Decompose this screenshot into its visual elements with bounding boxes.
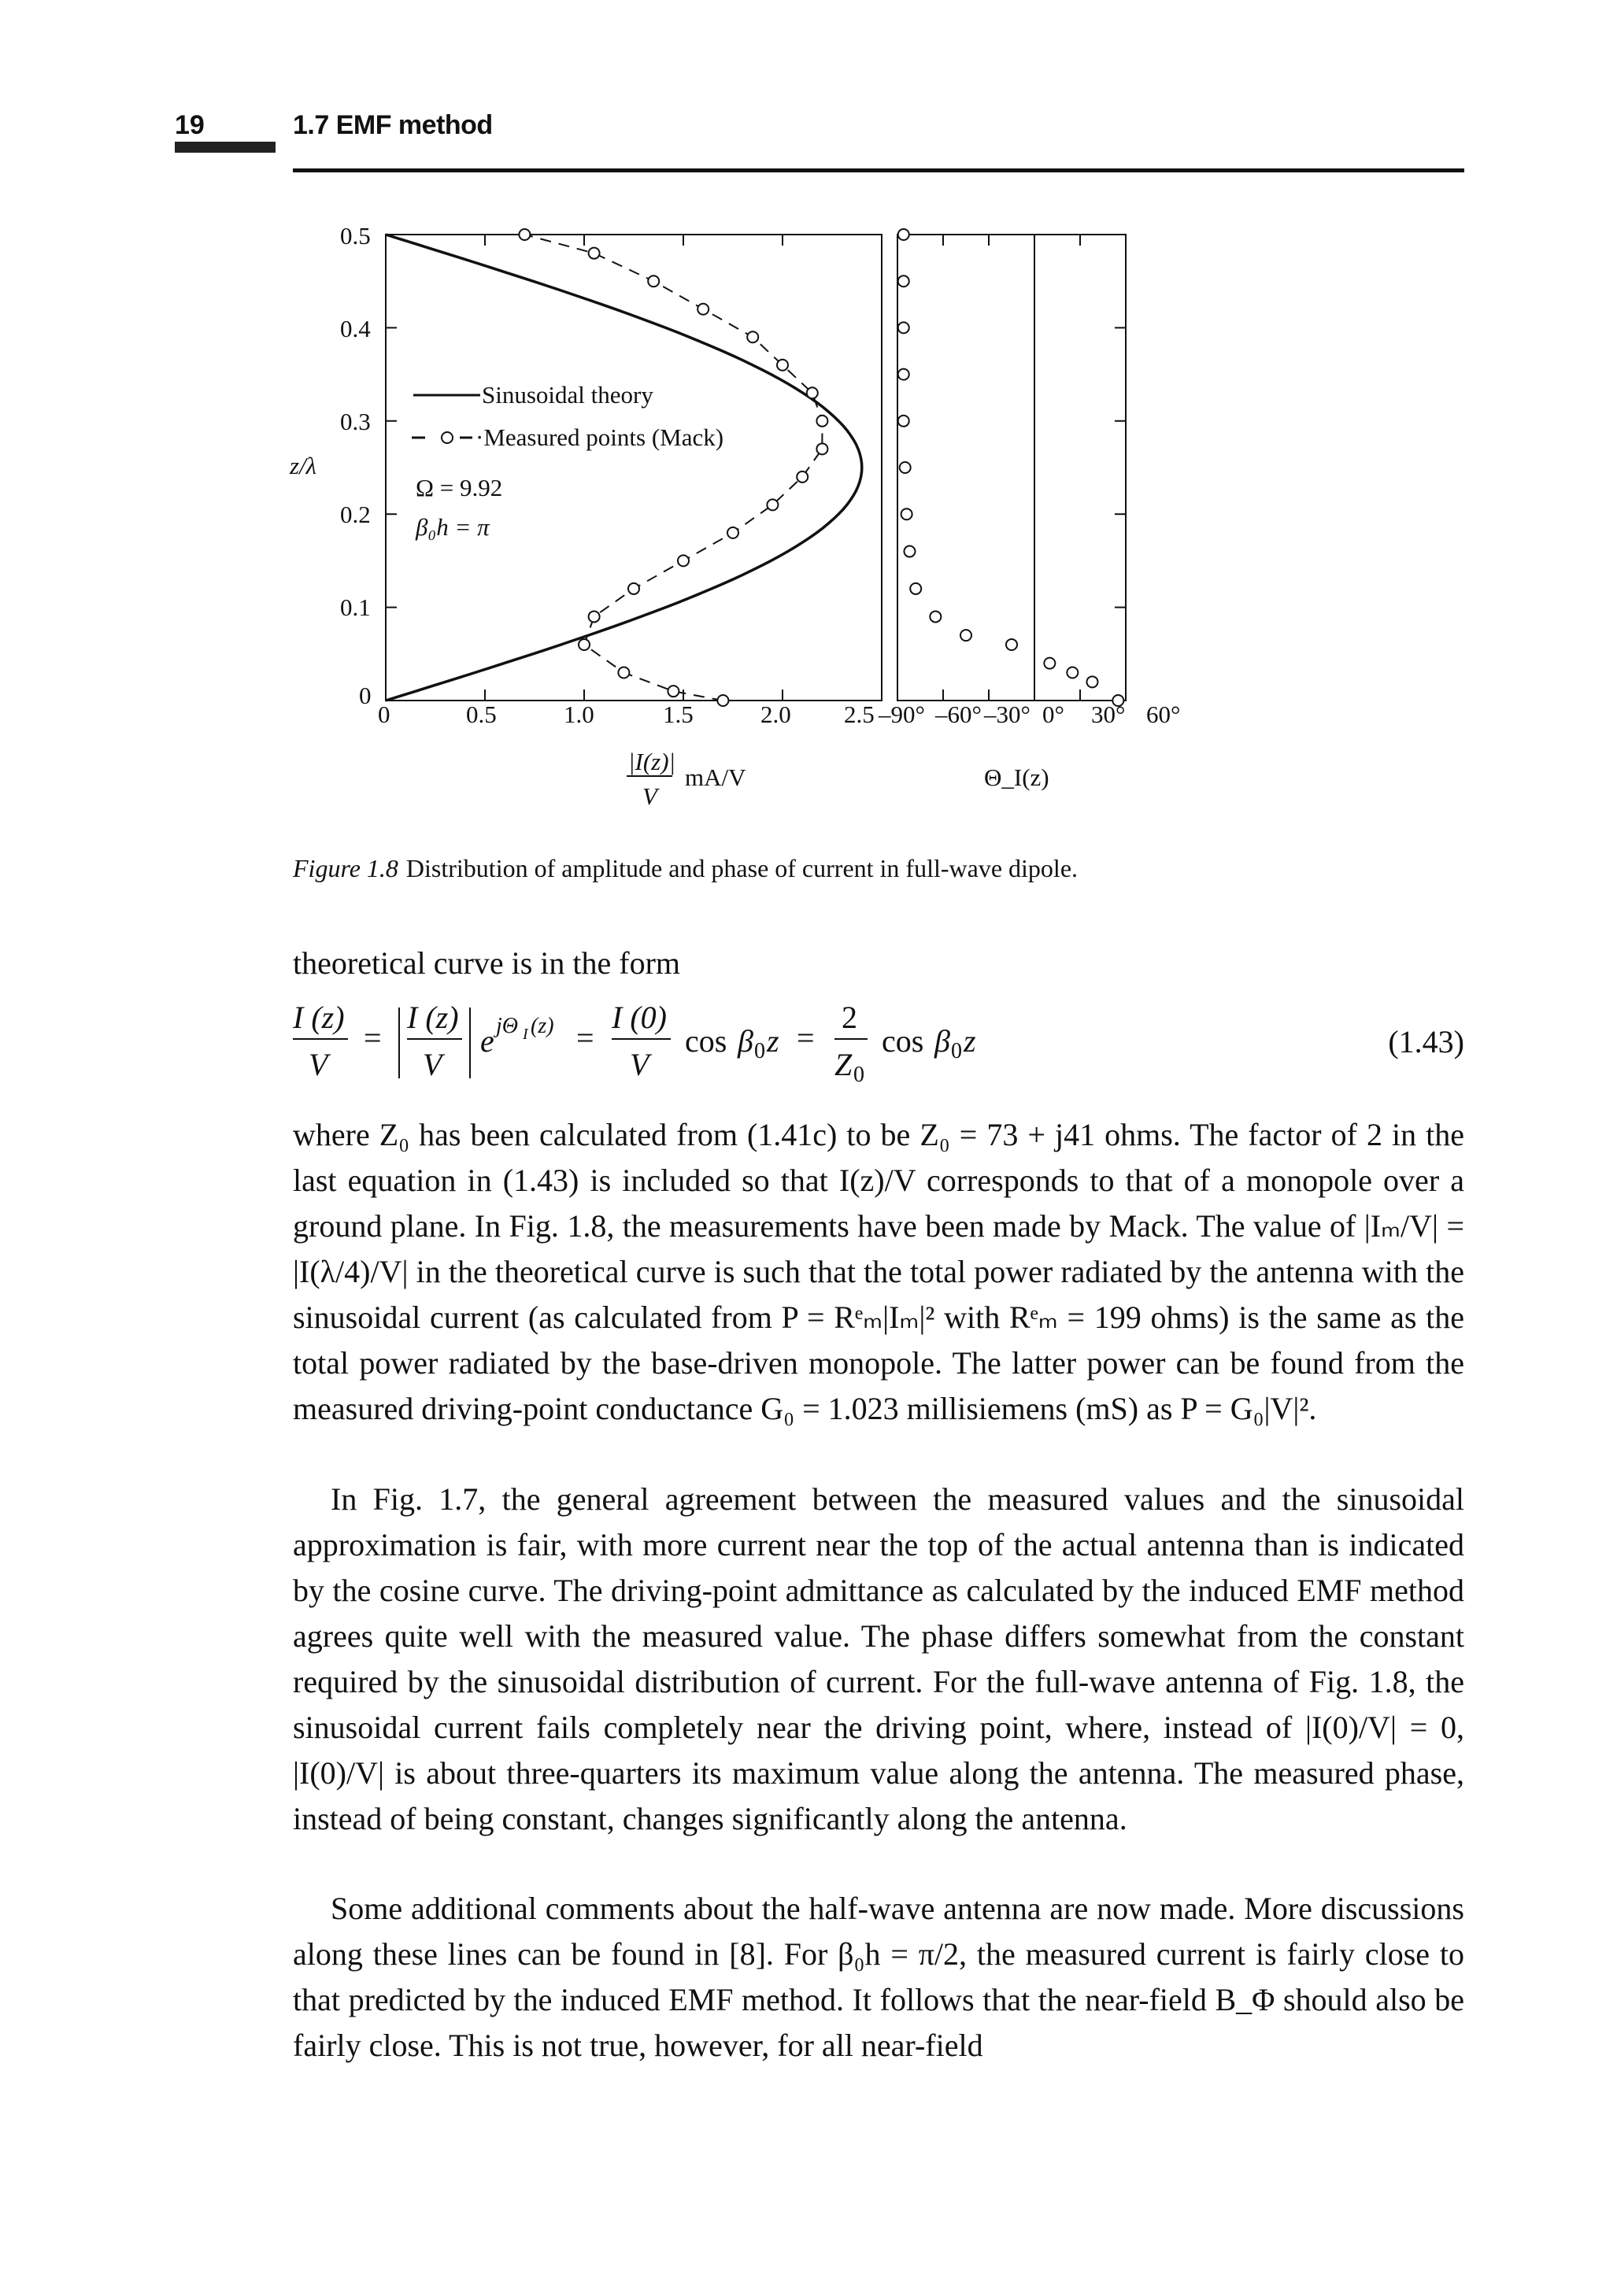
- svg-text:cos: cos: [882, 1023, 924, 1059]
- svg-text:e: e: [480, 1023, 494, 1059]
- y-axis-label: z/λ: [290, 452, 317, 479]
- phase-point: [930, 611, 941, 622]
- svg-text:Z: Z: [834, 1047, 853, 1082]
- svg-text:I (z): I (z): [407, 1000, 459, 1035]
- phase-point: [1067, 667, 1078, 678]
- phase-point: [898, 369, 909, 380]
- svg-text:2: 2: [842, 1000, 857, 1035]
- svg-text:β: β: [934, 1023, 950, 1059]
- phase-axis-label: Θ_I(z): [984, 763, 1049, 791]
- measured-point: [816, 443, 827, 454]
- svg-text:0: 0: [853, 1063, 864, 1086]
- measured-point: [589, 611, 600, 622]
- measured-point: [807, 387, 818, 398]
- phase-point: [1044, 658, 1055, 669]
- legend-measured-marker: [442, 432, 453, 443]
- x-tick-label: –30°: [984, 701, 1031, 728]
- amplitude-plot-frame: [386, 235, 882, 701]
- phase-point: [1006, 639, 1017, 650]
- x-tick-label: 0: [378, 701, 390, 728]
- phase-plot-frame: [897, 235, 1126, 701]
- y-tick-label: 0.1: [340, 593, 371, 621]
- intro-text: theoretical curve is in the form: [293, 945, 681, 981]
- svg-text:β: β: [738, 1023, 753, 1059]
- page-number: 19: [175, 110, 205, 140]
- phase-point: [898, 416, 909, 427]
- phase-point: [898, 229, 909, 240]
- y-tick-label: 0.5: [340, 222, 371, 250]
- x-tick-label: 2.0: [760, 701, 791, 728]
- paragraph-2: In Fig. 1.7, the general agreement between the measured values and the sinusoidal approximation is fair, with more current near the top of the actual antenna than is indicated by the cosine curve. The driving-point admittance as calculated by the induced EMF method agrees quite well with the measured value. The phase differs somewhat from the constant required by the sinusoidal distribution of current. For the full-wave antenna of Fig. 1.8, the sinusoidal current fails completely near the driving point, where, instead of |I(0)/V| = 0, |I(0)/V| is about three-quarters its maximum value along the antenna. The measured phase, instead of being constant, changes significantly along the antenna.: [293, 1481, 1464, 1836]
- caption-label: Figure 1.8: [293, 854, 398, 882]
- svg-text:=: =: [576, 1020, 594, 1056]
- chart-series: [386, 229, 1123, 706]
- y-tick-label: 0.3: [340, 408, 371, 435]
- paragraph-3: Some additional comments about the half-wave antenna are now made. More discussions along these lines can be found in [8]. For β₀h = π/2, the measured current is fairly close to that predicted by the induced EMF method. It follows that the near-field B_Φ should also be fairly close. This is not true, however, for all near-field: [293, 1891, 1465, 2063]
- equation-graphic: [293, 1000, 1080, 1086]
- beta-annotation: β₀h = π: [416, 513, 490, 541]
- x-tick-label: 30°: [1091, 701, 1126, 728]
- x-tick-label: 1.5: [663, 701, 694, 728]
- measured-curve: [524, 235, 822, 701]
- omega-annotation: Ω = 9.92: [416, 474, 503, 501]
- svg-text:I (z): I (z): [293, 1000, 345, 1035]
- phase-point: [898, 322, 909, 333]
- measured-point: [628, 583, 639, 594]
- measured-point: [519, 229, 530, 240]
- phase-point: [960, 630, 971, 641]
- x-axis-unit: mA/V: [685, 763, 746, 791]
- x-tick-label: –60°: [935, 701, 982, 728]
- phase-point: [904, 546, 915, 557]
- measured-point: [747, 331, 758, 342]
- measured-point: [668, 686, 679, 697]
- x-tick-label: 2.5: [844, 701, 875, 728]
- measured-point: [816, 416, 827, 427]
- phase-point: [910, 583, 921, 594]
- header-bar: [175, 142, 276, 153]
- figure-caption: [293, 854, 1078, 883]
- measured-point: [697, 304, 709, 315]
- x-tick-label: 0.5: [466, 701, 497, 728]
- svg-text:=: =: [364, 1020, 382, 1056]
- svg-text:=: =: [797, 1020, 815, 1056]
- phase-point: [1086, 676, 1097, 687]
- x-tick-label: 0°: [1042, 701, 1064, 728]
- figure-1-8: [283, 213, 1307, 834]
- y-tick-label: 0.2: [340, 501, 371, 528]
- x-tick-label: –90°: [879, 701, 925, 728]
- measured-point: [767, 499, 778, 510]
- measured-point: [678, 555, 689, 566]
- measured-point: [727, 527, 738, 538]
- measured-point: [648, 275, 659, 287]
- theory-curve: [386, 235, 862, 701]
- x-tick-label: 60°: [1146, 701, 1181, 728]
- svg-text:jΘ: jΘ: [496, 1014, 518, 1038]
- svg-text:z: z: [767, 1023, 779, 1059]
- svg-text:0: 0: [951, 1039, 962, 1063]
- measured-point: [717, 695, 728, 706]
- equation-1-43: [293, 1000, 1464, 1086]
- svg-text:(z): (z): [531, 1014, 554, 1038]
- caption-text: Distribution of amplitude and phase of current in full-wave dipole.: [405, 854, 1079, 882]
- phase-point: [900, 462, 911, 473]
- equation-number: (1.43): [1388, 1024, 1464, 1059]
- phase-point: [898, 275, 909, 287]
- paragraph-1: where Z₀ has been calculated from (1.41c) to be Z₀ = 73 + j41 ohms. The factor of 2 in the last equation in (1.43) is included so that I(z)/V corresponds to that of a monopole over a ground plane. In Fig. 1.8, the measurements have been made by Mack. The value of |Iₘ/V| = |I(λ/4)/V| in the theoretical curve is such that the total power radiated by the antenna with the sinusoidal current (as calculated from P = Rᵉₘ|Iₘ|² with Rᵉₘ = 199 ohms) is the same as the total power radiated by the base-driven monopole. The latter power can be found from the measured driving-point conductance G₀ = 1.023 millisiemens (mS) as P = G₀|V|².: [293, 1117, 1464, 1426]
- amplitude-axis-ticks: [386, 235, 783, 701]
- svg-text:I: I: [523, 1026, 528, 1043]
- svg-text:0: 0: [754, 1039, 765, 1063]
- x-tick-label: 1.0: [564, 701, 594, 728]
- measured-point: [777, 360, 788, 371]
- legend-theory: Sinusoidal theory: [482, 381, 653, 409]
- phase-axis-ticks: [943, 235, 1126, 701]
- measured-point: [579, 639, 590, 650]
- x-axis-label-numerator: |I(z)|: [628, 748, 676, 775]
- svg-text:V: V: [630, 1047, 649, 1082]
- phase-point: [901, 508, 912, 519]
- svg-text:z: z: [964, 1023, 976, 1059]
- measured-point: [797, 471, 808, 482]
- svg-text:I (0): I (0): [612, 1000, 667, 1035]
- x-axis-label-denominator: V: [642, 782, 657, 810]
- svg-text:V: V: [423, 1047, 442, 1082]
- section-title: 1.7 EMF method: [293, 110, 493, 140]
- measured-point: [618, 667, 629, 678]
- y-tick-label: 0: [359, 682, 372, 709]
- svg-text:V: V: [309, 1047, 328, 1082]
- svg-text:cos: cos: [685, 1023, 727, 1059]
- y-tick-label: 0.4: [340, 315, 371, 342]
- header-rule: [293, 168, 1464, 172]
- legend-measured: ·Measured points (Mack): [475, 423, 724, 451]
- measured-point: [589, 248, 600, 259]
